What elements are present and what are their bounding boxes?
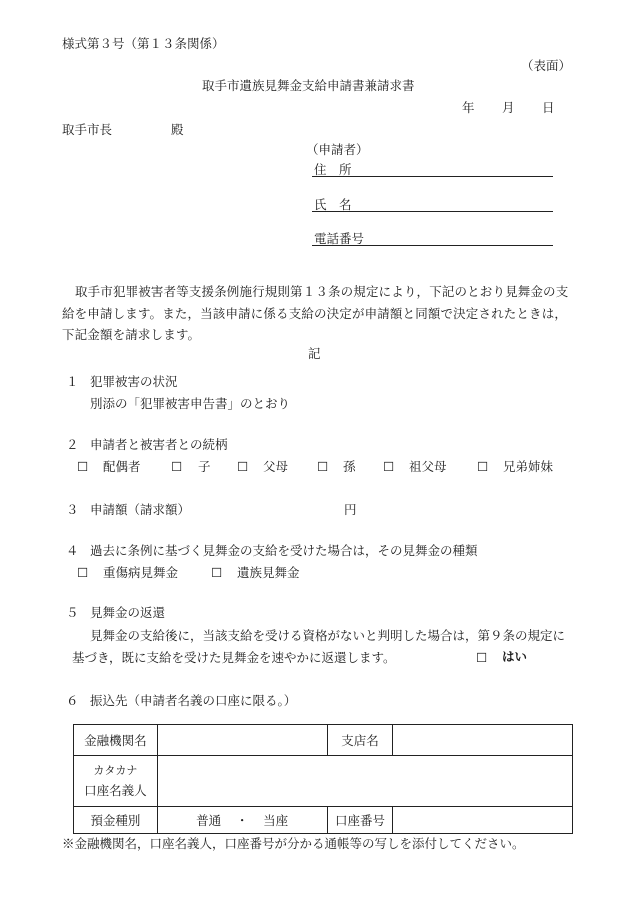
section-1-title: 犯罪被害の状況 (90, 374, 178, 389)
addressee-honorific: 殿 (171, 122, 184, 137)
deposit-option-separator: ・ (235, 813, 249, 828)
return-agree-label: はい (502, 649, 528, 664)
name-field[interactable] (312, 211, 553, 212)
name-label: 氏 名 (314, 197, 352, 212)
date-year: 年 (462, 100, 475, 115)
form-side: （表面） (521, 58, 572, 73)
relation-label-siblings: 兄弟姉妹 (503, 459, 554, 474)
section-2-title: 申請者と被害者との続柄 (90, 437, 228, 452)
branch-field[interactable] (393, 725, 573, 756)
relation-label-child: 子 (198, 459, 211, 474)
bank-name-field[interactable] (157, 725, 327, 756)
deposit-option-futsu[interactable]: 普通 (196, 813, 222, 828)
relation-label-grandchild: 孫 (343, 459, 356, 474)
applicant-heading: （申請者） (306, 142, 369, 157)
section-2-number: ２ (66, 437, 79, 452)
section-5-body-text: 見舞金の支給後に，当該支給を受ける資格がないと判明した場合は，第９条の規定に基づき，既に支給を受けた見舞金を速やかに返還します。 (72, 628, 566, 665)
relation-label-parents: 父母 (263, 459, 289, 474)
relation-checkbox-parents[interactable]: ☐ (237, 459, 249, 474)
bank-name-label: 金融機関名 (74, 725, 158, 756)
deposit-type-options (157, 807, 327, 834)
account-holder-label-cell (74, 756, 158, 807)
relation-checkbox-siblings[interactable]: ☐ (477, 459, 489, 474)
date-month: 月 (502, 100, 515, 115)
deposit-option-toza[interactable]: 当座 (263, 813, 289, 828)
section-5-title: 見舞金の返還 (90, 605, 166, 620)
section-3-title: 申請額（請求額） (90, 502, 191, 517)
relation-checkbox-grandparents[interactable]: ☐ (383, 459, 395, 474)
section-6-number: ６ (66, 693, 79, 708)
account-holder-field[interactable] (157, 756, 572, 807)
date-day: 日 (542, 100, 555, 115)
address-field[interactable] (312, 176, 553, 177)
footnote: ※金融機関名，口座名義人，口座番号が分かる通帳等の写しを添付してください。 (62, 836, 525, 851)
section-4-number: ４ (66, 543, 79, 558)
form-title: 取手市遺族見舞金支給申請書兼請求書 (202, 78, 415, 93)
intro-paragraph: 取手市犯罪被害者等支援条例施行規則第１３条の規定により，下記のとおり見舞金の支給を申請します。また，当該申請に係る支給の決定が申請額と同額で決定されたときは，下記金額を請求します。 (62, 284, 569, 342)
phone-field[interactable] (312, 245, 553, 246)
relation-checkbox-grandchild[interactable]: ☐ (317, 459, 329, 474)
section-6-title: 振込先（申請者名義の口座に限る。） (90, 693, 297, 708)
section-3-number: ３ (66, 502, 79, 517)
section-1-number: １ (66, 374, 79, 389)
relation-checkbox-child[interactable]: ☐ (171, 459, 183, 474)
relation-label-grandparents: 祖父母 (409, 459, 447, 474)
amount-unit: 円 (344, 502, 357, 517)
account-number-field[interactable] (393, 807, 573, 834)
section-5-number: ５ (66, 605, 79, 620)
section-1-body: 別添の「犯罪被害申告書」のとおり (90, 396, 291, 411)
address-label: 住 所 (314, 162, 352, 177)
prior-label-bereaved: 遺族見舞金 (237, 565, 300, 580)
katakana-label: カタカナ (93, 764, 138, 777)
addressee-name: 取手市長 (62, 122, 113, 137)
account-holder-label: 口座名義人 (84, 783, 147, 798)
account-number-label: 口座番号 (327, 807, 393, 834)
deposit-type-label: 預金種別 (74, 807, 158, 834)
prior-label-injury: 重傷病見舞金 (103, 565, 179, 580)
prior-checkbox-bereaved[interactable]: ☐ (211, 565, 223, 580)
return-agree-checkbox[interactable]: ☐ (476, 650, 488, 665)
section-5-body (72, 625, 572, 668)
ki-heading: 記 (308, 346, 321, 361)
prior-checkbox-injury[interactable]: ☐ (77, 565, 89, 580)
form-number: 様式第３号（第１３条関係） (62, 36, 225, 51)
branch-label: 支店名 (327, 725, 393, 756)
phone-label: 電話番号 (314, 231, 365, 246)
bank-account-table (73, 724, 573, 834)
relation-label-spouse: 配偶者 (103, 459, 141, 474)
relation-checkbox-spouse[interactable]: ☐ (77, 459, 89, 474)
section-4-title: 過去に条例に基づく見舞金の支給を受けた場合は，その見舞金の種類 (90, 543, 478, 558)
